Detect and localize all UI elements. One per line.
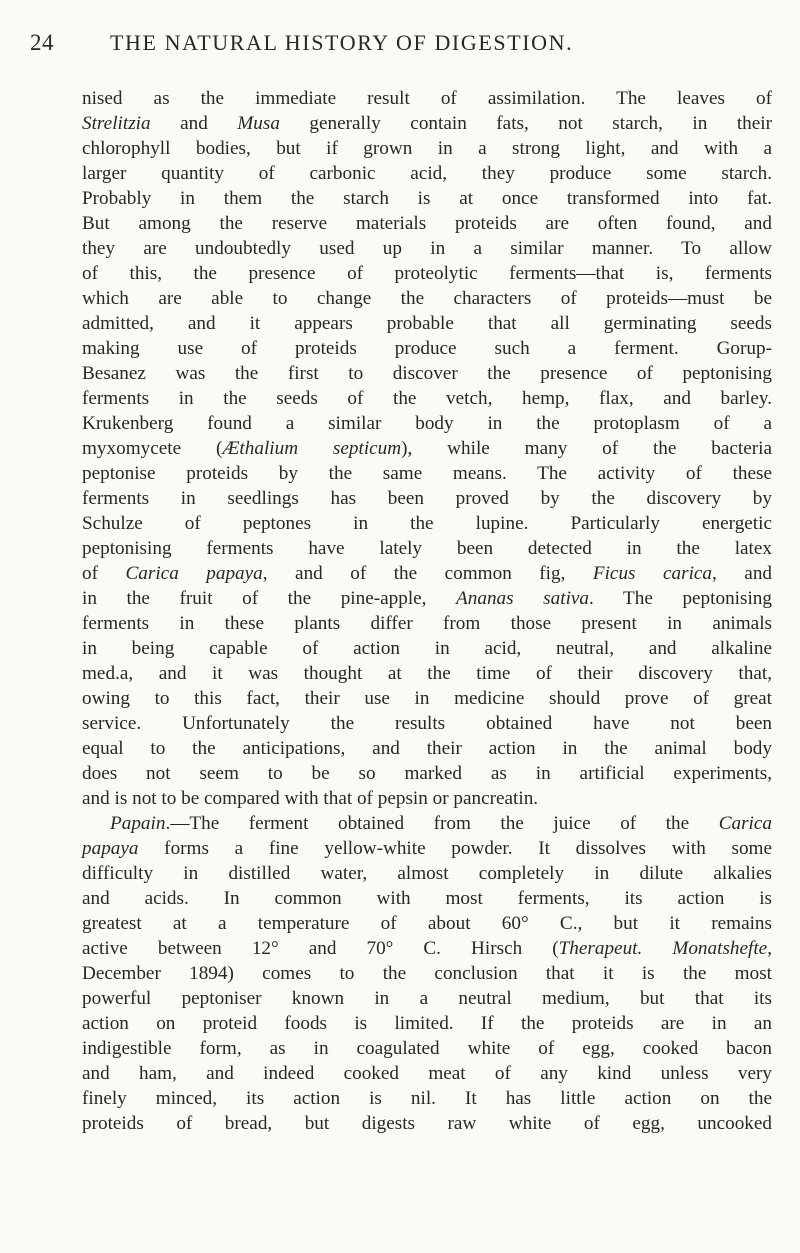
text-line bbox=[82, 811, 772, 836]
text-run: , bbox=[767, 938, 772, 959]
text-run: and bbox=[150, 113, 238, 134]
text-line bbox=[82, 136, 772, 161]
text-line bbox=[82, 361, 772, 386]
text-run: they are undoubtedly used up in a similar manner. To allow bbox=[82, 238, 772, 259]
text-run: myxomycete ( bbox=[82, 438, 223, 459]
italic-term: Papain bbox=[110, 813, 166, 834]
text-line bbox=[82, 736, 772, 761]
text-run: and acids. In common with most ferments, its action is bbox=[82, 888, 772, 909]
text-run: generally contain fats, not starch, in their bbox=[279, 113, 772, 134]
text-line bbox=[82, 236, 772, 261]
italic-term: Carica papaya bbox=[125, 563, 263, 584]
text-line bbox=[82, 836, 772, 861]
text-run: Schulze of peptones in the lupine. Particularly energetic bbox=[82, 513, 772, 534]
text-line bbox=[82, 586, 772, 611]
text-line bbox=[82, 1111, 772, 1136]
text-run: active between 12° and 70° C. Hirsch ( bbox=[82, 938, 559, 959]
text-line bbox=[82, 636, 772, 661]
text-run: of bbox=[82, 563, 126, 584]
text-run: forms a fine yellow-white powder. It dissolves with some bbox=[138, 838, 772, 859]
italic-term: Therapeut. Monatshefte bbox=[558, 938, 768, 959]
text-line bbox=[82, 761, 772, 786]
text-run: peptonising ferments have lately been detected in the latex bbox=[82, 538, 772, 559]
text-run: , and bbox=[712, 563, 773, 584]
text-line bbox=[82, 186, 772, 211]
text-run: Krukenberg found a similar body in the protoplasm of a bbox=[82, 413, 772, 434]
text-line bbox=[82, 861, 772, 886]
text-line bbox=[82, 261, 772, 286]
text-line bbox=[82, 536, 772, 561]
text-line bbox=[82, 511, 772, 536]
text-run: admitted, and it appears probable that all germinating seeds bbox=[82, 313, 772, 334]
text-run: finely minced, its action is nil. It has little action on the bbox=[82, 1088, 772, 1109]
italic-term: Strelitzia bbox=[82, 113, 151, 134]
text-run: December 1894) comes to the conclusion that it is the most bbox=[82, 963, 772, 984]
text-run: ferments in these plants differ from those present in animals bbox=[82, 613, 772, 634]
text-line bbox=[82, 986, 772, 1011]
body-text bbox=[82, 86, 772, 1136]
text-run: peptonise proteids by the same means. The activity of these bbox=[82, 463, 772, 484]
text-run: . The peptonising bbox=[589, 588, 772, 609]
text-line bbox=[82, 661, 772, 686]
text-line bbox=[82, 561, 772, 586]
text-line bbox=[82, 936, 772, 961]
text-run: in the fruit of the pine-apple, bbox=[82, 588, 457, 609]
text-run: action on proteid foods is limited. If the proteids are in an bbox=[82, 1013, 772, 1034]
text-run: service. Unfortunately the results obtained have not been bbox=[82, 713, 772, 734]
text-line bbox=[82, 911, 772, 936]
italic-term: Carica bbox=[718, 813, 772, 834]
italic-term: Ananas sativa bbox=[456, 588, 590, 609]
text-line bbox=[82, 686, 772, 711]
page-number: 24 bbox=[30, 30, 54, 55]
text-line bbox=[82, 961, 772, 986]
text-line bbox=[82, 211, 772, 236]
text-run: .—The ferment obtained from the juice of the bbox=[165, 813, 719, 834]
text-run: equal to the anticipations, and their action in the animal body bbox=[82, 738, 772, 759]
text-run: greatest at a temperature of about 60° C., but it remains bbox=[82, 913, 772, 934]
italic-term: Ficus carica bbox=[592, 563, 713, 584]
text-line bbox=[82, 286, 772, 311]
text-run: and is not to be compared with that of pepsin or pancreatin. bbox=[82, 788, 539, 809]
text-run: , and of the common fig, bbox=[262, 563, 593, 584]
text-line bbox=[82, 1036, 772, 1061]
text-run: nised as the immediate result of assimilation. The leaves of bbox=[82, 88, 772, 109]
text-line bbox=[82, 611, 772, 636]
text-line bbox=[82, 1011, 772, 1036]
text-run: ferments in the seeds of the vetch, hemp, flax, and barley. bbox=[82, 388, 772, 409]
text-line bbox=[82, 161, 772, 186]
text-line bbox=[82, 86, 772, 111]
text-run: does not seem to be so marked as in artificial experiments, bbox=[82, 763, 772, 784]
text-line bbox=[82, 1061, 772, 1086]
text-line bbox=[82, 311, 772, 336]
text-run: ), while many of the bacteria bbox=[401, 438, 772, 459]
text-run: in being capable of action in acid, neutral, and alkaline bbox=[82, 638, 772, 659]
text-run: of this, the presence of proteolytic ferments—that is, ferments bbox=[82, 263, 772, 284]
text-run: which are able to change the characters of proteids—must be bbox=[82, 288, 772, 309]
text-run: larger quantity of carbonic acid, they produce some starch. bbox=[82, 163, 772, 184]
text-run: proteids of bread, but digests raw white of egg, uncooked bbox=[82, 1113, 772, 1134]
text-run: making use of proteids produce such a ferment. Gorup- bbox=[82, 338, 772, 359]
text-run: and ham, and indeed cooked meat of any kind unless very bbox=[82, 1063, 772, 1084]
text-run: But among the reserve materials proteids are often found, and bbox=[82, 213, 772, 234]
text-line bbox=[82, 436, 772, 461]
text-run: ferments in seedlings has been proved by the discovery by bbox=[82, 488, 772, 509]
text-line bbox=[82, 411, 772, 436]
text-run: med.a, and it was thought at the time of their discovery that, bbox=[82, 663, 772, 684]
text-line bbox=[82, 461, 772, 486]
text-run: powerful peptoniser known in a neutral medium, but that its bbox=[82, 988, 772, 1009]
text-line bbox=[82, 1086, 772, 1111]
text-run: Probably in them the starch is at once transformed into fat. bbox=[82, 188, 772, 209]
text-line bbox=[82, 486, 772, 511]
text-run: Besanez was the first to discover the presence of peptonising bbox=[82, 363, 772, 384]
text-run: difficulty in distilled water, almost completely in dilute alkalies bbox=[82, 863, 772, 884]
running-head bbox=[30, 28, 775, 58]
italic-term: Musa bbox=[237, 113, 280, 134]
running-title: THE NATURAL HISTORY OF DIGESTION. bbox=[110, 30, 574, 55]
text-run: chlorophyll bodies, but if grown in a strong light, and with a bbox=[82, 138, 772, 159]
text-line bbox=[82, 886, 772, 911]
text-run: indigestible form, as in coagulated white of egg, cooked bacon bbox=[82, 1038, 772, 1059]
text-run: owing to this fact, their use in medicine should prove of great bbox=[82, 688, 772, 709]
text-line bbox=[82, 786, 772, 811]
italic-term: Æthalium septicum bbox=[222, 438, 402, 459]
text-line bbox=[82, 111, 772, 136]
text-line bbox=[82, 386, 772, 411]
text-line bbox=[82, 711, 772, 736]
italic-term: papaya bbox=[82, 838, 139, 859]
text-line bbox=[82, 336, 772, 361]
